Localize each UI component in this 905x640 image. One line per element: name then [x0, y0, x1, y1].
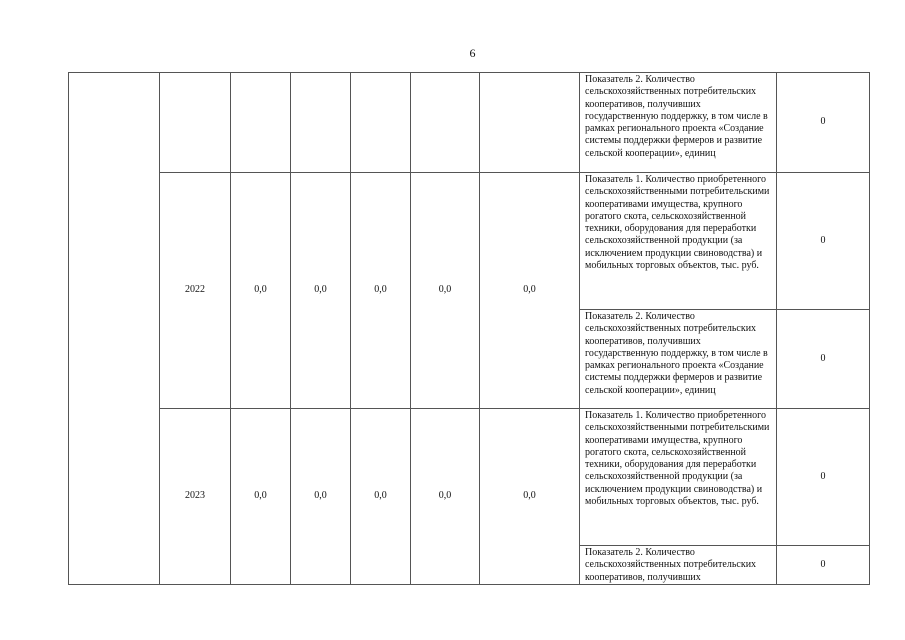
value-cell: 0,0: [291, 173, 351, 409]
value-cell: [411, 73, 480, 173]
value-cell: [480, 73, 580, 173]
value-cell: 0,0: [291, 409, 351, 585]
value-cell: [291, 73, 351, 173]
target-value: 0: [777, 546, 870, 585]
indicator-2-text: Показатель 2. Количество сельскохозяйственных потребительских кооперативов, получивших государственную поддержку, в том числе в рамках регионального проекта «Создание системы поддержки фермеров и развитие сельской кооперации», единиц: [580, 73, 777, 173]
indicator-2-text-partial: Показатель 2. Количество сельскохозяйственных потребительских кооперативов, получивших: [580, 546, 777, 585]
year-cell: [160, 73, 231, 173]
program-table: [68, 72, 870, 585]
value-cell: 0,0: [411, 409, 480, 585]
indicator-1-text: Показатель 1. Количество приобретенного сельскохозяйственными потребительскими кооперативами имущества, крупного рогатого скота, сельскохозяйственной техники, оборудования для переработки сельскохозяйственной продукции (за исключением продукции свиноводства) и мобильных торговых объектов, тыс. руб.: [580, 173, 777, 310]
year-cell: 2023: [160, 409, 231, 585]
target-value: 0: [777, 73, 870, 173]
target-value: 0: [777, 409, 870, 546]
indicator-1-text: Показатель 1. Количество приобретенного сельскохозяйственными потребительскими кооперативами имущества, крупного рогатого скота, сельскохозяйственной техники, оборудования для переработки сельскохозяйственной продукции (за исключением продукции свиноводства) и мобильных торговых объектов, тыс. руб.: [580, 409, 777, 546]
indicator-2-text: Показатель 2. Количество сельскохозяйственных потребительских кооперативов, получивших государственную поддержку, в том числе в рамках регионального проекта «Создание системы поддержки фермеров и развитие сельской кооперации», единиц: [580, 310, 777, 409]
value-cell: [231, 73, 291, 173]
year-cell: 2022: [160, 173, 231, 409]
value-cell: [351, 73, 411, 173]
page-number: 6: [469, 46, 476, 60]
table-row: [69, 73, 870, 173]
table-row: [69, 409, 870, 546]
value-cell: 0,0: [480, 409, 580, 585]
value-cell: 0,0: [411, 173, 480, 409]
merged-first-cell: [69, 73, 160, 585]
target-value: 0: [777, 173, 870, 310]
value-cell: 0,0: [351, 173, 411, 409]
value-cell: 0,0: [480, 173, 580, 409]
table-row: [69, 173, 870, 310]
target-value: 0: [777, 310, 870, 409]
value-cell: 0,0: [351, 409, 411, 585]
value-cell: 0,0: [231, 409, 291, 585]
value-cell: 0,0: [231, 173, 291, 409]
